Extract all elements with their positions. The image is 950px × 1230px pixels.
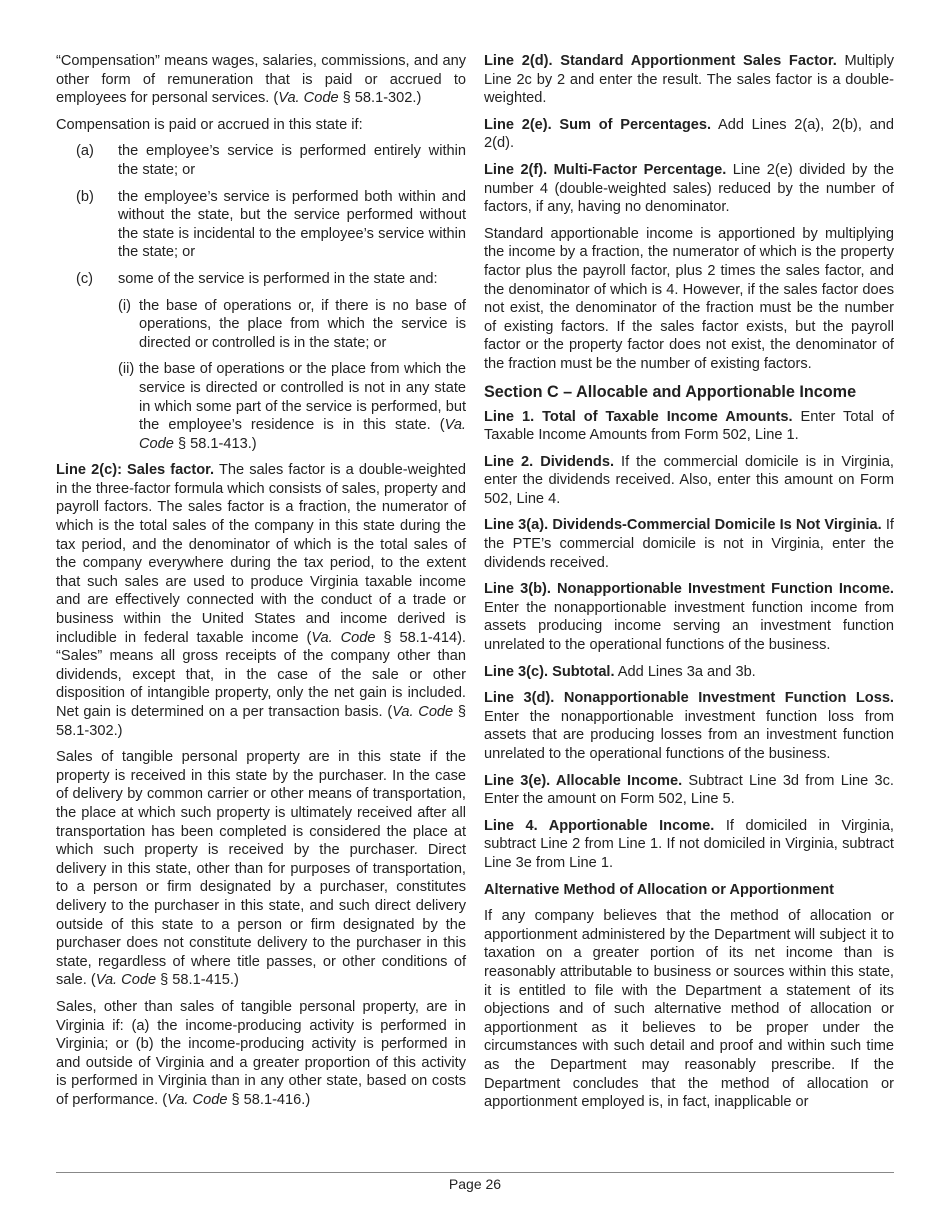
list-item: (b) the employee’s service is performed both within and without the state, but the service performed without the state is incidental to the employee’s service within the state; or [76,188,466,261]
compensation-definition: “Compensation” means wages, salaries, commissions, and any other form of remuneration that is paid or accrued to employees for personal services. (Va. Code § 58.1-302.) [56,53,466,107]
other-sales-paragraph: Sales, other than sales of tangible personal property, are in Virginia if: (a) the income-producing activity is performed in Virginia; or (b) the income-producing activity is performed in and outside of Virginia and a greater proportion of this activity is performed in Virginia than in any other state, based on costs of performance. (Va. Code § 58.1-416.) [56,998,466,1108]
page-number: Page 26 [448,1176,502,1192]
alternative-method-paragraph: If any company believes that the method of allocation or apportionment administered by the Department will subject it to taxation on a greater portion of its net income than is reasonably attributable to business or sources within this state, it is entitled to file with the Department a statement of its objections and of such alternative method of allocation or apportionment as it believes to be proper under the circumstances with such detail and proof and within such time as the Department may reasonably prescribe. If the Department concludes that the method of allocation or apportionment employed is, in fact, inapplicable or [484,908,894,1111]
list-item: (c) some of the service is performed in the state and: [76,270,438,287]
sub-list-item: (i) the base of operations or, if there is no base of operations, the place from which the service is directed or controlled is in the state; or [118,297,466,351]
footer-divider [56,1172,894,1173]
line-paragraph: Line 3(b). Nonapportionable Investment Function Income. Enter the nonapportionable investment function income from assets producing income serving an investment function unrelated to the operational functions of the business. [484,581,894,654]
list-item: (a) the employee’s service is performed entirely within the state; or [76,143,466,178]
line-paragraph: Line 4. Apportionable Income. If domiciled in Virginia, subtract Line 2 from Line 1. If not domiciled in Virginia, subtract Line 3e from Line 1. [484,817,894,871]
right-column [484,52,894,1120]
alternative-method-heading: Alternative Method of Allocation or Apportionment [484,881,834,898]
line-paragraph: Line 1. Total of Taxable Income Amounts. Enter Total of Taxable Income Amounts from Form 502, Line 1. [484,408,894,444]
line-paragraph: Line 2. Dividends. If the commercial domicile is in Virginia, enter the dividends received. Also, enter this amount on Form 502, Line 4. [484,453,894,507]
tangible-property-paragraph: Sales of tangible personal property are in this state if the property is received in this state by the purchaser. In the case of delivery by common carrier or other means of transportation, the place at which such property is ultimately received after all transportation has been completed is considered the place at which such property is received by the purchaser. Direct delivery in this state, other than for purposes of transportation, to a person or firm designated by a purchaser, constitutes delivery to the purchaser in this state, and such direct delivery outside of this state to a person or firm designated by the purchaser does not constitute delivery to the purchaser in this state, regardless of where title passes, or other conditions of sale. (Va. Code § 58.1-415.) [56,749,466,989]
line-paragraph: Line 3(e). Allocable Income. Subtract Line 3d from Line 3c. Enter the amount on Form 502, Line 5. [484,772,894,808]
compensation-intro: Compensation is paid or accrued in this state if: [56,116,363,133]
sales-factor-paragraph: Line 2(c): Sales factor. The sales factor is a double-weighted in the three-factor formula which consists of sales, property and payroll factors. The sales factor is a fraction, the numerator of which is the total sales of the company in this state during the tax period, and the denominator of which is the total sales of the company everywhere during the tax period, to the extent that such sales are used to produce Virginia taxable income and are effectively connected with the conduct of a trade or business within the United States and income derived is includible in federal taxable income (Va. Code § 58.1-414). “Sales” means all gross receipts of the company other than dividends, except that, in the case of the sale or other disposition of intangible property, only the net gain is included. Net gain is determined on a per transaction basis. (Va. Code § 58.1-302.) [56,462,467,739]
line-paragraph: Line 3(d). Nonapportionable Investment Function Loss. Enter the nonapportionable investment function loss from assets that are producing losses from an investment function unrelated to the operational functions of the business. [484,690,894,762]
sub-list-item: (ii) the base of operations or the place from which the service is directed or controlled is not in any state in which some part of the service is performed, but the employee’s residence is in this state. (Va. Code § 58.1-413.) [118,361,466,452]
line-2f-paragraph: Line 2(f). Multi-Factor Percentage. Line 2(e) divided by the number 4 (double-weighted sales) reduced by the number of factors, if any, having no denominator. [484,161,895,216]
standard-apportionment-paragraph: Standard apportionable income is apportioned by multiplying the income by a fraction, the numerator of which is the property factor plus the payroll factor, plus 2 times the sales factor, and the denominator of which is 4. However, if the sales factor does not exist, the denominator of the fraction must be the number of existing factors. If the sales factor exists, but the payroll factor or the property factor does not exist, the denominator of the fraction must be the number of existing factors. [484,225,894,372]
line-paragraph: Line 3(a). Dividends-Commercial Domicile Is Not Virginia. If the PTE’s commercial domicile is not in Virginia, enter the dividends received. [484,517,894,571]
section-c-title: Section C – Allocable and Apportionable Income [484,382,857,401]
line-2e-paragraph: Line 2(e). Sum of Percentages. Add Lines 2(a), 2(b), and 2(d). [484,116,895,152]
left-column [56,52,466,1117]
line-2d-paragraph: Line 2(d). Standard Apportionment Sales Factor. Multiply Line 2c by 2 and enter the result. The sales factor is a double-weighted. [484,53,894,107]
line-paragraph: Line 3(c). Subtotal. Add Lines 3a and 3b. [484,663,756,680]
